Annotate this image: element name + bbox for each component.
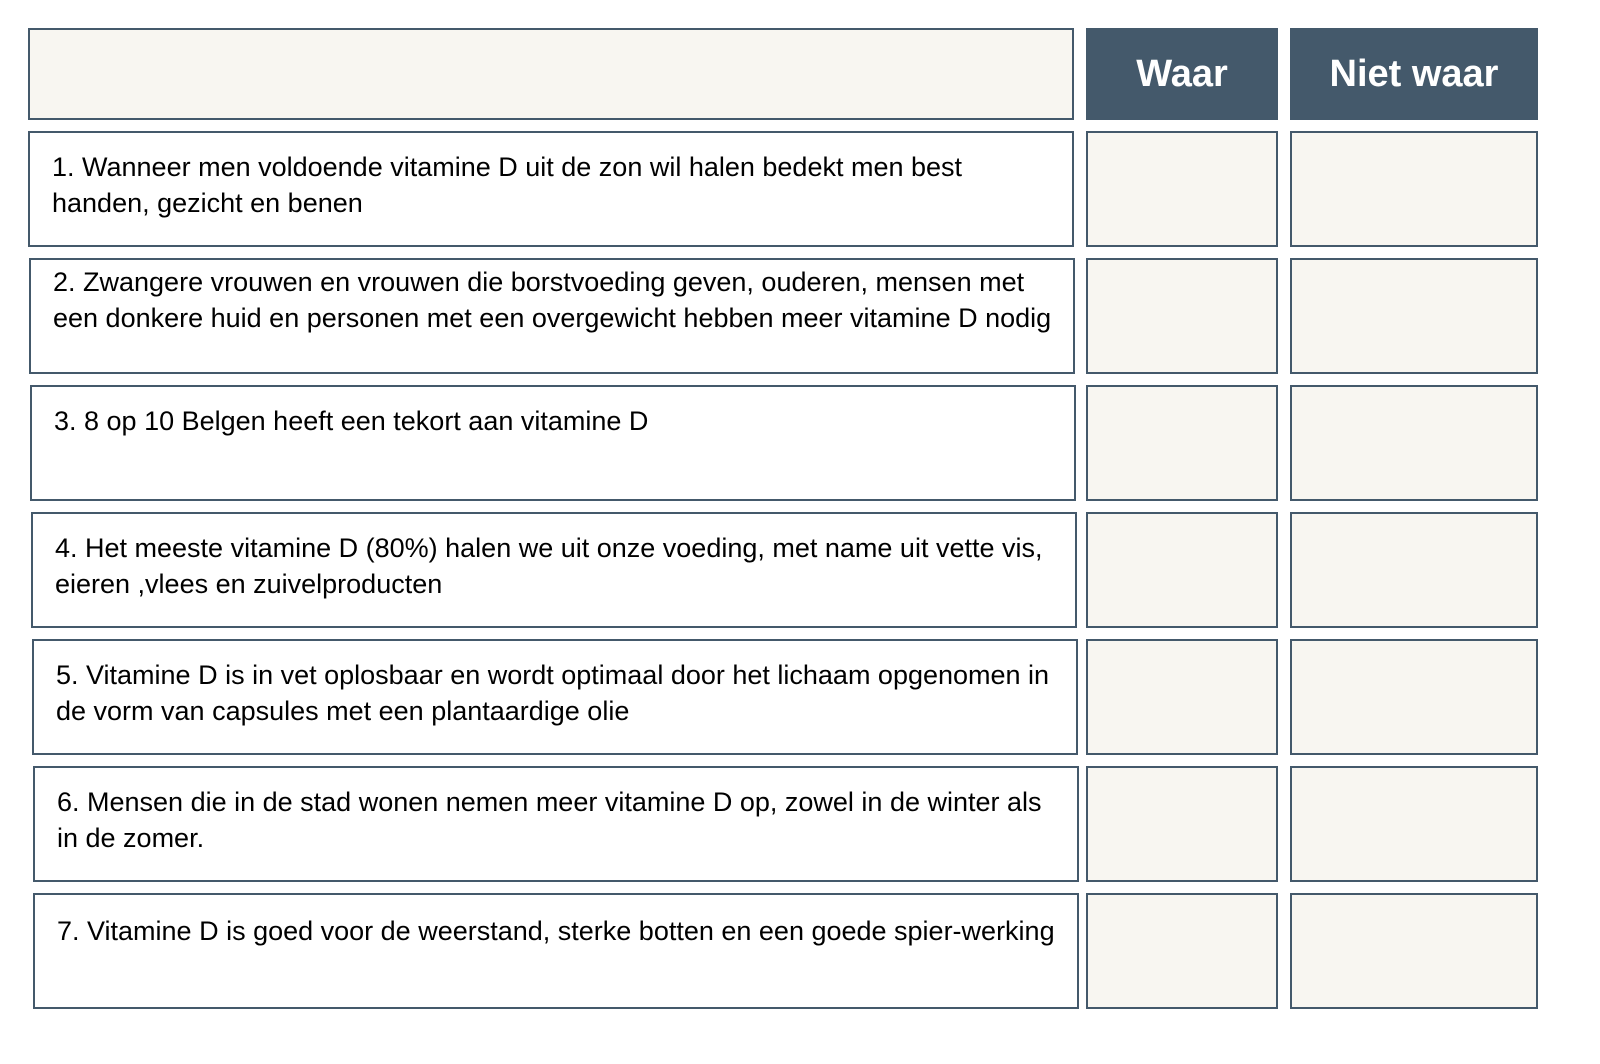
answer-waar-7[interactable] — [1086, 893, 1278, 1009]
statement-1: 1. Wanneer men voldoende vitamine D uit de zon wil halen bedekt men best handen, gezicht en benen — [28, 131, 1074, 247]
answer-waar-1[interactable] — [1086, 131, 1278, 247]
answer-niet-waar-7[interactable] — [1290, 893, 1538, 1009]
answer-niet-waar-2[interactable] — [1290, 258, 1538, 374]
header-waar: Waar — [1086, 28, 1278, 120]
answer-niet-waar-3[interactable] — [1290, 385, 1538, 501]
answer-niet-waar-4[interactable] — [1290, 512, 1538, 628]
answer-waar-6[interactable] — [1086, 766, 1278, 882]
statement-2: 2. Zwangere vrouwen en vrouwen die borstvoeding geven, ouderen, mensen met een donkere huid en personen met een overgewicht hebben meer vitamine D nodig — [29, 258, 1075, 374]
statement-7: 7. Vitamine D is goed voor de weerstand, sterke botten en een goede spier-werking — [33, 893, 1079, 1009]
answer-waar-4[interactable] — [1086, 512, 1278, 628]
answer-waar-3[interactable] — [1086, 385, 1278, 501]
answer-waar-2[interactable] — [1086, 258, 1278, 374]
answer-niet-waar-1[interactable] — [1290, 131, 1538, 247]
statement-6: 6. Mensen die in de stad wonen nemen meer vitamine D op, zowel in de winter als in de zomer. — [33, 766, 1079, 882]
header-blank-cell — [28, 28, 1074, 120]
statement-5: 5. Vitamine D is in vet oplosbaar en wordt optimaal door het lichaam opgenomen in de vorm van capsules met een plantaardige olie — [32, 639, 1078, 755]
answer-niet-waar-6[interactable] — [1290, 766, 1538, 882]
statement-4: 4. Het meeste vitamine D (80%) halen we uit onze voeding, met name uit vette vis, eieren ,vlees en zuivelproducten — [31, 512, 1077, 628]
statement-3: 3. 8 op 10 Belgen heeft een tekort aan vitamine D — [30, 385, 1076, 501]
answer-niet-waar-5[interactable] — [1290, 639, 1538, 755]
answer-waar-5[interactable] — [1086, 639, 1278, 755]
header-niet-waar: Niet waar — [1290, 28, 1538, 120]
